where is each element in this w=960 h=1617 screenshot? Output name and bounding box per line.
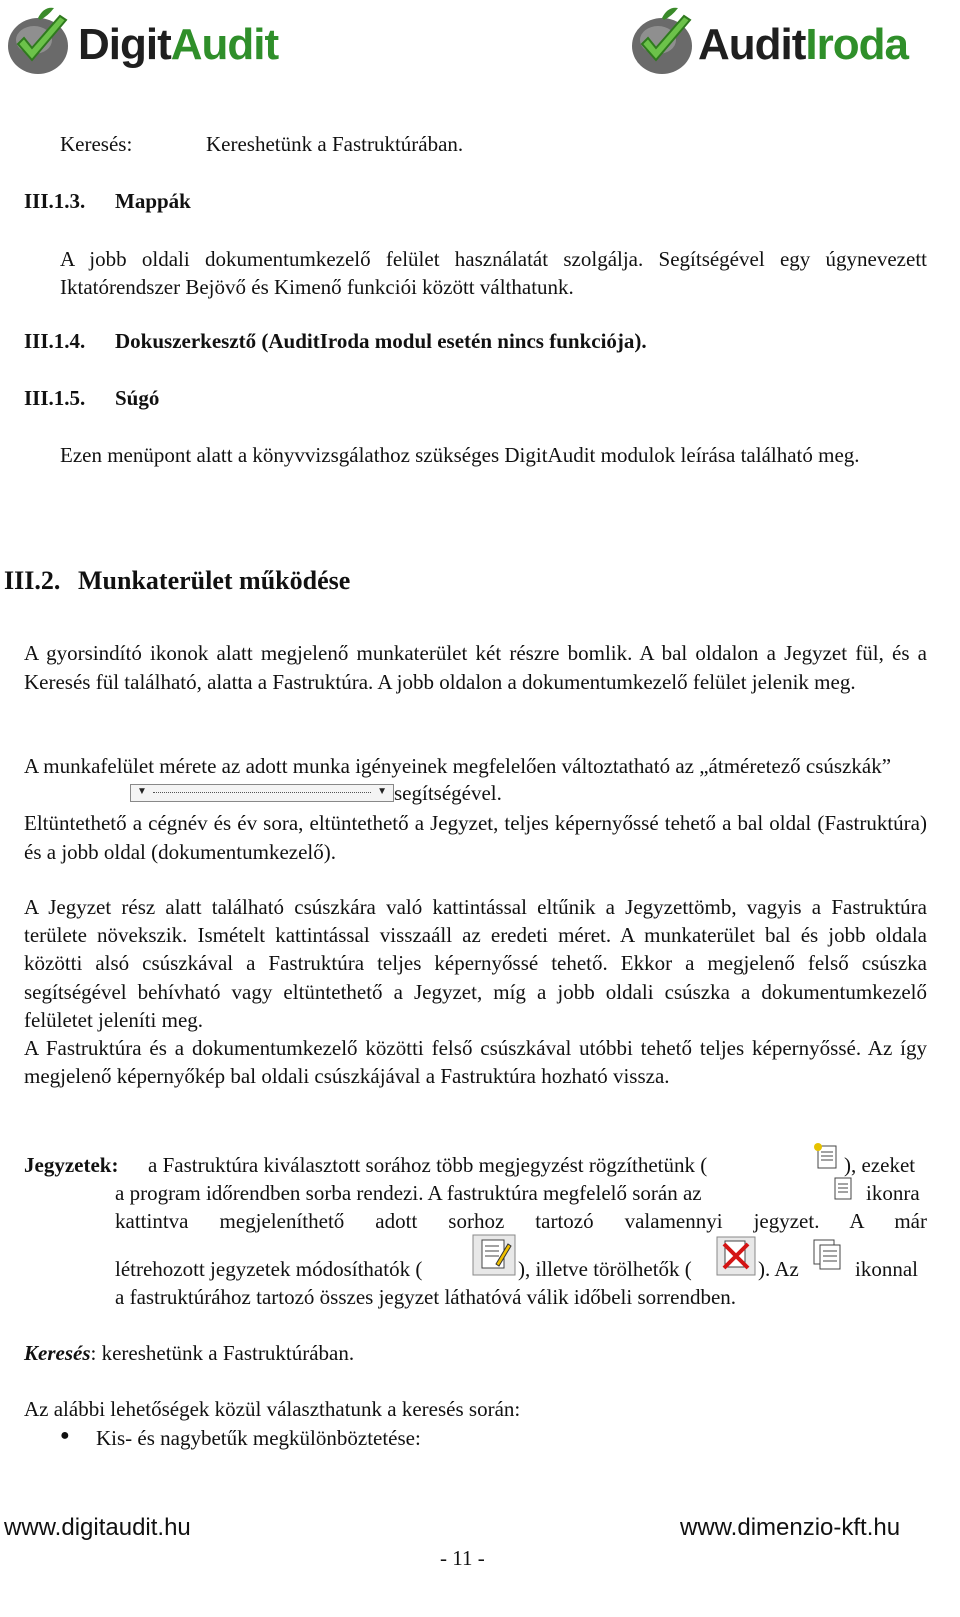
section-text: Ezen menüpont alatt a könyvvizsgálathoz szükséges DigitAudit modulok leírása található meg. [60,443,860,467]
paragraph: Eltüntethető a cégnév és év sora, eltüntethető a Jegyzet, teljes képernyőssé tehető a bal oldal (Fastruktúra) és a jobb oldal (dokumentumkezelő). [24,811,927,864]
notes-line2b: ikonra [866,1181,920,1205]
arrow-down-icon: ▼ [137,786,147,797]
options-intro: Az alábbi lehetőségek közül választhatunk a keresés során: [24,1397,521,1421]
notes-line4d: ikonnal [855,1257,918,1281]
paragraph: A Jegyzet rész alatt található csúszkára való kattintással eltűnik a Jegyzettömb, vagyis a Fastruktúra területe növekszik. Ismételt kattintással visszaáll az eredeti méret. A munkaterület bal és jobb oldala közötti alsó csúszkával a Fastruktúra teljes képernyőssé tehető. Ekkor a megjelenő felső csúszka segítségével behívható vagy eltüntethető a Jegyzet, míg a jobb oldali csúszka a dokumentumkezelő felületet jeleníti meg. [24,895,927,1032]
notes-line1a: a Fastruktúra kiválasztott sorához több megjegyzést rögzíthetünk ( [148,1153,708,1177]
bullet-item: Kis- és nagybetűk megkülönböztetése: [96,1426,421,1450]
paragraph-slider-after: segítségével. [394,781,502,805]
notes-line4a: létrehozott jegyzetek módosíthatók ( [115,1257,423,1281]
paragraph-slider-text: A munkafelület mérete az adott munka igényeinek megfelelően változtatható az „átméretező csúszkák” [24,754,892,778]
paragraph: A gyorsindító ikonok alatt megjelenő munkaterület két részre bomlik. A bal oldalon a Jegyzet fül, és a Keresés fül található, alatta a Fastruktúra. A jobb oldalon a dokumentumkezelő felület jelenik meg. [24,641,927,694]
section-title: Dokuszerkesztő (AuditIroda modul esetén nincs funkciója). [115,329,647,353]
auditiroda-logo [628,6,918,76]
search-text-top: Kereshetünk a Fastruktúrában. [206,132,464,156]
paragraph-slider [24,752,927,781]
section-number: III.1.3. [24,189,86,213]
bullet-dot: ● [60,1427,70,1444]
arrow-down-icon: ▼ [377,786,387,797]
section-title: Súgó [115,386,160,410]
all-notes-icon [812,1238,848,1274]
add-note-icon [812,1142,842,1172]
footer-left-url: www.digitaudit.hu [4,1514,191,1541]
section-text: A jobb oldali dokumentumkezelő felület használatát szolgálja. Segítségével egy úgynevezett Iktatórendszer Bejövő és Kimenő funkciói között válthatunk. [60,247,927,299]
notes-list-icon [832,1176,854,1202]
notes-line1b: ), ezeket [844,1153,916,1177]
resize-slider-image [130,784,394,802]
search-text: : kereshetünk a Fastruktúrában. [90,1341,355,1365]
apple-check-icon [628,6,700,78]
logo-part1: Audit [698,20,806,69]
chapter-number: III.2. [4,566,61,595]
section-number: III.1.4. [24,329,86,353]
notes-line3: kattintva megjeleníthető adott sorhoz tartozó valamennyi jegyzet. A már [115,1209,927,1233]
logo-part1: Digit [78,20,171,69]
footer-right-url: www.dimenzio-kft.hu [680,1514,901,1541]
notes-line4c: ). Az [758,1257,799,1281]
notes-label: Jegyzetek: [24,1153,119,1177]
logo-part2: Iroda [805,20,908,69]
page-number: - 11 - [440,1546,485,1570]
search-paragraph [24,1341,354,1366]
chapter-title: Munkaterület működése [78,566,351,595]
apple-check-icon [4,6,76,78]
logo-part2: Audit [170,20,279,69]
digitaudit-logo [4,6,279,76]
notes-line2a: a program időrendben sorba rendezi. A fastruktúra megfelelő során az [115,1181,702,1205]
search-label-top: Keresés: [60,132,133,156]
search-label: Keresés [24,1341,91,1365]
delete-note-icon [716,1236,756,1276]
edit-note-icon [472,1234,516,1276]
section-number: III.1.5. [24,386,86,410]
notes-line5: a fastruktúrához tartozó összes jegyzet láthatóvá válik időbeli sorrendben. [115,1285,737,1309]
notes-line4b: ), illetve törölhetők ( [518,1257,692,1281]
section-title: Mappák [115,189,191,213]
paragraph: A Fastruktúra és a dokumentumkezelő közötti felső csúszkával utóbbi tehető teljes képernyőssé. Az így megjelenő képernyőkép bal oldali csúszkájával a Fastruktúra hozható vissza. [24,1036,927,1089]
